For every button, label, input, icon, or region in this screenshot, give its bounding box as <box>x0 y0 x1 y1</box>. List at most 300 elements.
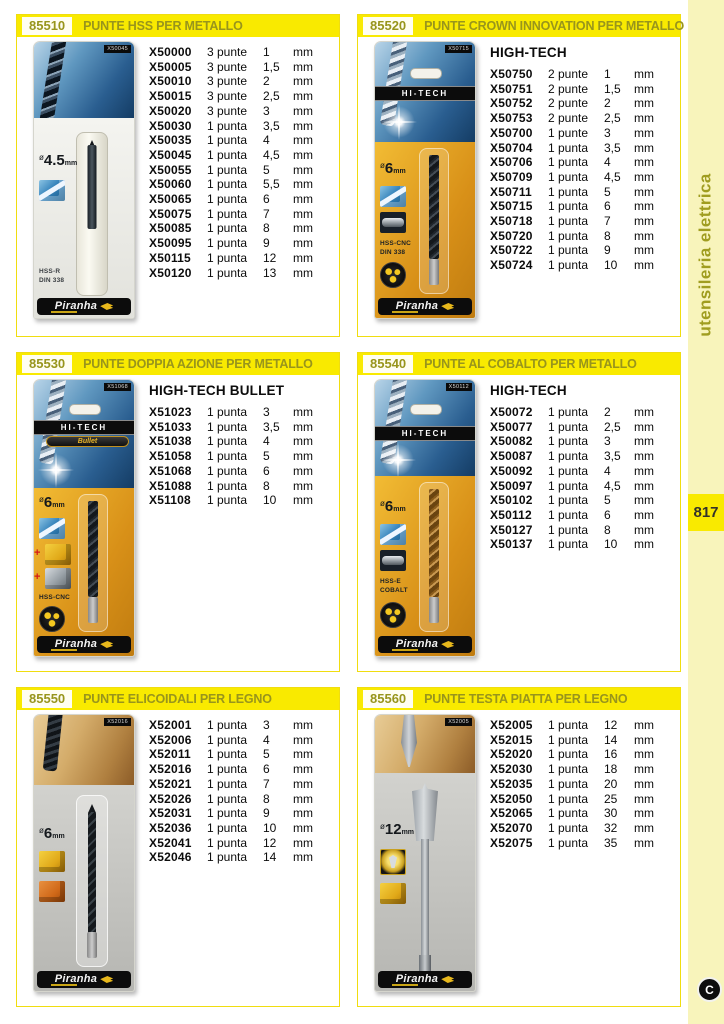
product-qty: 1 punta <box>548 791 589 806</box>
product-row <box>149 236 335 251</box>
product-qty: 3 punte <box>207 59 248 74</box>
product-qty: 1 punta <box>548 434 589 449</box>
package-article-label: X52005 <box>445 718 472 726</box>
product-unit: mm <box>293 419 313 434</box>
product-size: 5,5 <box>263 177 280 192</box>
section-code: 85510 <box>22 17 72 35</box>
product-unit: mm <box>293 791 313 806</box>
product-unit: mm <box>634 522 654 537</box>
product-qty: 1 punta <box>548 243 589 258</box>
product-code: X50005 <box>149 59 192 74</box>
blister-tube-icon <box>419 482 449 632</box>
product-code: X50015 <box>149 89 192 104</box>
product-unit: mm <box>634 125 654 140</box>
spec-label: HSS-CNC <box>39 594 71 601</box>
product-qty: 1 punta <box>548 762 589 777</box>
product-qty: 1 punta <box>548 537 589 552</box>
product-unit: mm <box>634 507 654 522</box>
product-qty: 2 punte <box>548 67 589 81</box>
product-unit: mm <box>293 265 313 280</box>
product-code: X51023 <box>149 405 192 419</box>
section-header <box>17 688 339 710</box>
product-qty: 1 punta <box>548 258 589 273</box>
product-code: X50718 <box>490 214 533 229</box>
product-qty: 1 punta <box>207 747 248 762</box>
product-qty: 1 punta <box>207 192 248 207</box>
section-title: PUNTE TESTA PIATTA PER LEGNO <box>424 692 628 706</box>
product-size: 3 <box>604 434 611 449</box>
bullet-label: Bullet <box>46 436 129 447</box>
product-row <box>149 420 335 435</box>
product-row <box>490 762 676 777</box>
product-code: X51068 <box>149 463 192 478</box>
product-code: X52011 <box>149 747 191 762</box>
product-size: 30 <box>604 806 618 821</box>
product-unit: mm <box>293 820 313 835</box>
product-unit: mm <box>293 806 313 821</box>
product-code: X50055 <box>149 162 192 177</box>
product-row <box>490 155 676 170</box>
product-unit: mm <box>293 463 313 478</box>
product-size: 7 <box>263 206 270 221</box>
brand-label: Piranha <box>395 972 439 985</box>
product-row <box>490 111 676 126</box>
dots-badge-icon <box>380 602 406 628</box>
product-unit: mm <box>293 405 313 419</box>
product-unit: mm <box>634 214 654 229</box>
product-row <box>490 185 676 200</box>
product-size: 3,5 <box>263 419 280 434</box>
product-qty: 1 punta <box>207 265 248 280</box>
product-size: 2 <box>604 96 611 111</box>
package-body <box>34 118 134 318</box>
range-heading: HIGH-TECH <box>490 45 567 60</box>
product-qty: 1 punta <box>548 507 589 522</box>
product-row <box>490 733 676 748</box>
product-size: 5 <box>263 162 270 177</box>
product-qty: 1 punta <box>207 791 248 806</box>
product-qty: 1 punta <box>207 250 248 265</box>
product-size: 16 <box>604 747 618 762</box>
spec-label: HSS-R DIN 338 <box>39 268 65 284</box>
product-list <box>490 383 676 552</box>
package-article-label: X50112 <box>446 383 472 391</box>
product-code: X50137 <box>490 537 533 552</box>
product-code: X52046 <box>149 850 192 865</box>
product-code: X50045 <box>149 147 192 162</box>
product-row <box>149 163 335 178</box>
package-photo-area <box>375 42 475 142</box>
star-glint-icon <box>381 104 417 140</box>
product-code: X52050 <box>490 791 533 806</box>
product-unit: mm <box>293 850 313 865</box>
product-size: 5 <box>604 493 611 508</box>
product-unit: mm <box>634 96 654 111</box>
catalog-section-85540 <box>357 352 681 672</box>
product-qty: 1 punta <box>548 732 589 747</box>
product-code: X50711 <box>490 184 532 199</box>
section-header <box>358 15 685 37</box>
product-qty: 1 punta <box>207 718 248 732</box>
brand-band <box>378 971 472 988</box>
product-size: 32 <box>604 820 618 835</box>
product-code: X50075 <box>149 206 192 221</box>
plus-icon: + <box>34 547 41 559</box>
product-row <box>149 806 335 821</box>
range-heading: HIGH-TECH BULLET <box>149 383 285 398</box>
product-qty: 1 punta <box>207 732 248 747</box>
pipe-icon <box>380 212 406 233</box>
product-code: X50709 <box>490 169 533 184</box>
product-size: 3 <box>263 103 270 118</box>
product-unit: mm <box>634 449 654 464</box>
product-unit: mm <box>634 67 654 81</box>
product-size: 4,5 <box>604 169 621 184</box>
package-body <box>34 785 134 991</box>
product-code: X52020 <box>490 747 533 762</box>
product-size: 3 <box>604 125 611 140</box>
product-code: X50112 <box>490 507 532 522</box>
piranha-fish-icon <box>441 641 454 648</box>
product-unit: mm <box>634 718 654 732</box>
product-row <box>149 192 335 207</box>
drill-shank-icon <box>87 932 97 958</box>
product-unit: mm <box>293 147 313 162</box>
product-row <box>490 821 676 836</box>
product-size: 3 <box>263 405 270 419</box>
star-glint-icon <box>38 452 74 488</box>
product-size: 10 <box>263 820 277 835</box>
product-code: X50102 <box>490 493 533 508</box>
product-qty: 1 punta <box>548 228 589 243</box>
product-unit: mm <box>634 419 654 434</box>
product-qty: 1 punte <box>548 125 589 140</box>
product-unit: mm <box>634 169 654 184</box>
dots-badge-icon <box>380 262 406 288</box>
product-code: X50097 <box>490 478 533 493</box>
section-code: 85540 <box>363 355 413 373</box>
product-row <box>149 493 335 508</box>
product-qty: 1 punta <box>207 820 248 835</box>
product-code: X50092 <box>490 463 533 478</box>
hang-slot-icon <box>69 404 101 415</box>
product-qty: 1 punta <box>548 214 589 229</box>
hang-slot-icon <box>410 404 442 415</box>
product-unit: mm <box>293 250 313 265</box>
hitech-label: HI-TECH <box>374 426 476 441</box>
product-unit: mm <box>634 81 654 96</box>
product-qty: 1 punta <box>548 776 589 791</box>
catalog-section-85560 <box>357 687 681 1007</box>
product-row <box>490 493 676 508</box>
product-qty: 1 punta <box>207 762 248 777</box>
piranha-fish-icon <box>100 303 113 310</box>
product-code: X50722 <box>490 243 533 258</box>
product-row <box>490 747 676 762</box>
product-row <box>149 89 335 104</box>
product-row <box>149 133 335 148</box>
product-list <box>490 718 676 850</box>
spade-shaft-icon <box>421 839 429 957</box>
product-unit: mm <box>634 199 654 214</box>
product-size: 10 <box>604 537 618 552</box>
hitech-label: HI-TECH <box>33 420 135 435</box>
diameter-label: $^ø$6mm <box>39 494 65 511</box>
package-article-label: X50715 <box>445 45 472 53</box>
product-size: 1 <box>263 45 270 59</box>
product-code: X50065 <box>149 192 192 207</box>
drill-bit-icon <box>88 812 96 936</box>
blister-tube-icon <box>76 132 108 296</box>
product-code: X51108 <box>149 493 191 508</box>
pipe-icon <box>380 550 406 571</box>
product-code: X50087 <box>490 449 533 464</box>
catalog-section-85520 <box>357 14 685 337</box>
product-qty: 1 punta <box>548 806 589 821</box>
product-unit: mm <box>293 192 313 207</box>
product-code: X52005 <box>490 718 533 732</box>
product-qty: 1 punta <box>207 449 248 464</box>
product-row <box>149 733 335 748</box>
product-unit: mm <box>293 103 313 118</box>
diameter-label: $^ø$6mm <box>380 160 406 177</box>
product-code: X50060 <box>149 177 192 192</box>
product-qty: 1 punta <box>548 820 589 835</box>
product-code: X52031 <box>149 806 192 821</box>
product-size: 4 <box>263 434 270 449</box>
product-code: X52041 <box>149 835 192 850</box>
product-size: 9 <box>604 243 611 258</box>
product-size: 7 <box>263 776 270 791</box>
product-qty: 1 punta <box>207 147 248 162</box>
section-header <box>17 353 339 375</box>
product-code: X50120 <box>149 265 192 280</box>
brand-band <box>37 636 131 653</box>
product-unit: mm <box>293 177 313 192</box>
section-code: 85530 <box>22 355 72 373</box>
piranha-fish-icon <box>100 641 113 648</box>
product-code: X50720 <box>490 228 533 243</box>
product-row <box>149 266 335 281</box>
product-row <box>149 821 335 836</box>
product-size: 1 <box>604 67 611 81</box>
spade-blade-icon <box>412 783 438 841</box>
hitech-label: HI-TECH <box>374 86 476 101</box>
drill-bit-icon <box>88 145 97 229</box>
product-size: 3,5 <box>263 118 280 133</box>
product-code: X52065 <box>490 806 533 821</box>
product-row <box>490 405 676 420</box>
product-list <box>149 45 335 280</box>
package-photo-area <box>34 42 134 118</box>
product-qty: 2 punte <box>548 81 589 96</box>
diameter-label: $^ø$4.5mm <box>39 152 78 169</box>
product-size: 25 <box>604 791 618 806</box>
product-unit: mm <box>293 493 313 508</box>
product-code: X50700 <box>490 125 533 140</box>
product-size: 4,5 <box>604 478 621 493</box>
product-row <box>490 243 676 258</box>
corner-logo-icon: C <box>697 977 722 1002</box>
product-qty: 1 punta <box>207 806 248 821</box>
product-unit: mm <box>634 493 654 508</box>
product-unit: mm <box>634 243 654 258</box>
product-code: X52021 <box>149 776 192 791</box>
product-row <box>490 170 676 185</box>
dots-badge-icon <box>39 606 65 632</box>
product-row <box>149 148 335 163</box>
product-row <box>490 777 676 792</box>
product-qty: 3 punte <box>207 89 248 104</box>
product-code: X52001 <box>149 718 192 732</box>
spade-bit-icon <box>380 849 406 875</box>
product-row <box>149 464 335 479</box>
product-row <box>149 207 335 222</box>
product-row <box>149 104 335 119</box>
drill-shank-icon <box>429 259 439 285</box>
product-row <box>149 434 335 449</box>
product-code: X50010 <box>149 74 192 89</box>
product-row <box>490 806 676 821</box>
product-unit: mm <box>634 405 654 419</box>
metal-icon <box>39 180 65 201</box>
section-code: 85520 <box>363 17 413 35</box>
product-unit: mm <box>293 478 313 493</box>
product-size: 13 <box>263 265 277 280</box>
product-package-photo <box>33 714 135 992</box>
product-row <box>149 177 335 192</box>
product-unit: mm <box>634 228 654 243</box>
piranha-fish-icon <box>100 976 113 983</box>
product-qty: 1 punta <box>548 493 589 508</box>
product-unit: mm <box>293 118 313 133</box>
product-unit: mm <box>293 718 313 732</box>
product-qty: 1 punta <box>207 405 248 419</box>
product-row <box>490 792 676 807</box>
product-package-photo <box>33 379 135 657</box>
product-unit: mm <box>293 732 313 747</box>
product-size: 4,5 <box>263 147 280 162</box>
brand-label: Piranha <box>54 972 98 985</box>
product-row <box>149 479 335 494</box>
product-unit: mm <box>634 835 654 850</box>
diameter-label: $^ø$12mm <box>380 821 415 838</box>
product-unit: mm <box>634 478 654 493</box>
product-size: 4 <box>263 732 270 747</box>
product-qty: 1 punta <box>207 493 248 508</box>
product-qty: 1 punta <box>207 776 248 791</box>
product-size: 8 <box>604 522 611 537</box>
product-size: 1,5 <box>263 59 280 74</box>
product-package-photo <box>374 41 476 319</box>
product-list <box>149 383 335 508</box>
product-row <box>149 405 335 420</box>
product-code: X50072 <box>490 405 533 419</box>
product-qty: 1 punta <box>207 221 248 236</box>
product-qty: 3 punte <box>207 74 248 89</box>
drill-bit-photo-icon <box>43 714 64 772</box>
product-size: 1,5 <box>604 81 621 96</box>
product-qty: 1 punta <box>207 850 248 865</box>
product-unit: mm <box>293 59 313 74</box>
product-code: X50753 <box>490 111 533 126</box>
product-row <box>490 420 676 435</box>
package-body <box>375 142 475 318</box>
product-unit: mm <box>293 747 313 762</box>
product-code: X50020 <box>149 103 192 118</box>
product-size: 3 <box>263 718 270 732</box>
spec-label: HSS-CNC DIN 338 <box>380 240 412 256</box>
product-code: X51088 <box>149 478 192 493</box>
product-unit: mm <box>634 791 654 806</box>
metal-icon <box>39 518 65 539</box>
product-qty: 1 punta <box>548 718 589 732</box>
product-size: 9 <box>263 236 270 251</box>
section-header <box>358 353 680 375</box>
section-title: PUNTE HSS PER METALLO <box>83 19 243 33</box>
brand-band <box>378 298 472 315</box>
product-unit: mm <box>634 762 654 777</box>
product-qty: 1 punta <box>207 133 248 148</box>
product-size: 6 <box>604 507 611 522</box>
product-row <box>149 777 335 792</box>
product-size: 2,5 <box>263 89 280 104</box>
product-row <box>490 434 676 449</box>
product-qty: 1 punta <box>548 522 589 537</box>
product-unit: mm <box>293 835 313 850</box>
hardwood-icon <box>39 881 65 902</box>
product-unit: mm <box>293 162 313 177</box>
drill-shank-icon <box>429 597 439 623</box>
section-title: PUNTE ELICOIDALI PER LEGNO <box>83 692 272 706</box>
product-row <box>149 60 335 75</box>
piranha-fish-icon <box>441 303 454 310</box>
star-glint-icon <box>380 442 416 478</box>
product-qty: 1 punta <box>548 405 589 419</box>
brand-band <box>37 298 131 315</box>
product-unit: mm <box>293 776 313 791</box>
drill-bit-icon <box>429 155 439 259</box>
product-row <box>490 229 676 244</box>
metal-icon <box>380 524 406 545</box>
product-qty: 1 punta <box>207 177 248 192</box>
product-code: X52070 <box>490 820 533 835</box>
product-code: X50095 <box>149 236 192 251</box>
product-unit: mm <box>634 434 654 449</box>
product-size: 2 <box>604 405 611 419</box>
product-size: 4 <box>604 463 611 478</box>
product-row <box>490 508 676 523</box>
wood-icon <box>380 883 406 904</box>
section-title: PUNTE DOPPIA AZIONE PER METALLO <box>83 357 313 371</box>
product-code: X52036 <box>149 820 192 835</box>
product-code: X50035 <box>149 133 192 148</box>
product-unit: mm <box>293 206 313 221</box>
product-qty: 1 punta <box>207 118 248 133</box>
product-size: 12 <box>263 835 277 850</box>
product-unit: mm <box>634 184 654 199</box>
product-code: X50077 <box>490 419 533 434</box>
product-unit: mm <box>634 537 654 552</box>
product-row <box>490 523 676 538</box>
product-qty: 1 punta <box>207 835 248 850</box>
catalog-section-85550 <box>16 687 340 1007</box>
section-code: 85560 <box>363 690 413 708</box>
product-package-photo <box>374 379 476 657</box>
product-size: 2,5 <box>604 419 621 434</box>
product-qty: 2 punte <box>548 96 589 111</box>
product-size: 35 <box>604 835 618 850</box>
